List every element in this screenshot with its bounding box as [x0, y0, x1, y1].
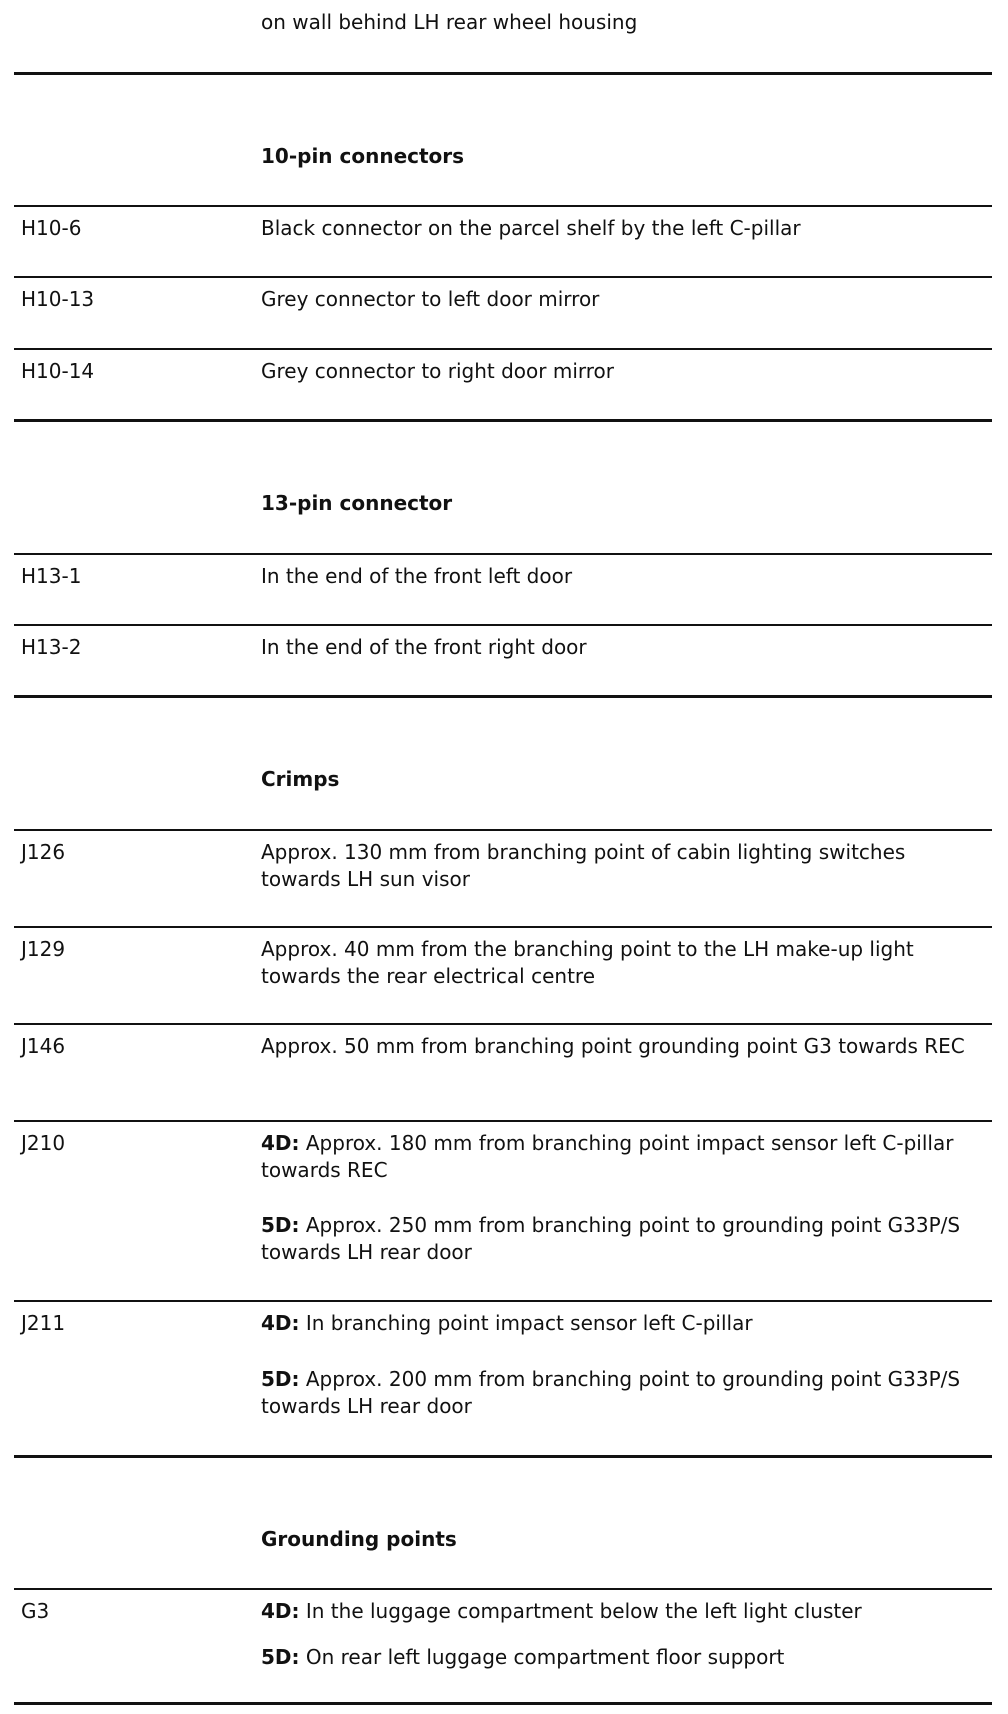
row-divider [14, 276, 992, 278]
section-divider [14, 1455, 992, 1458]
connector-code: H13-2 [21, 635, 82, 659]
row-divider [14, 829, 992, 831]
crimp-code: J210 [21, 1131, 66, 1155]
row-divider [14, 1300, 992, 1302]
variant-text: In branching point impact sensor left C-pillar [299, 1311, 753, 1335]
row-divider [14, 348, 992, 350]
crimp-location-5d [261, 1366, 991, 1420]
crimp-code: J129 [21, 937, 66, 961]
connector-location: Grey connector to left door mirror [261, 287, 600, 311]
variant-text: Approx. 250 mm from branching point to grounding point G33P/S towards LH rear door [261, 1213, 961, 1264]
crimp-location-4d [261, 1130, 991, 1184]
variant-label-4d: 4D: [261, 1599, 300, 1623]
crimp-location-5d [261, 1212, 991, 1266]
row-divider [14, 624, 992, 626]
row-divider [14, 205, 992, 207]
grounding-location-4d [261, 1598, 991, 1625]
connector-code: H13-1 [21, 564, 82, 588]
connector-code: H10-14 [21, 359, 95, 383]
variant-label-4d: 4D: [261, 1131, 300, 1155]
section-heading-crimps: Crimps [261, 767, 340, 791]
connector-location: Grey connector to right door mirror [261, 359, 615, 383]
section-heading-grounding-points: Grounding points [261, 1527, 457, 1551]
crimp-code: J126 [21, 840, 66, 864]
grounding-point-code: G3 [21, 1599, 50, 1623]
variant-text: Approx. 200 mm from branching point to grounding point G33P/S towards LH rear door [261, 1367, 961, 1418]
section-divider [14, 72, 992, 75]
crimp-code: J211 [21, 1311, 66, 1335]
crimp-location: Approx. 50 mm from branching point grounding point G3 towards REC [261, 1034, 965, 1058]
section-heading-13-pin: 13-pin connector [261, 491, 453, 515]
variant-label-5d: 5D: [261, 1645, 300, 1669]
crimp-location: Approx. 130 mm from branching point of cabin lighting switches towards LH sun visor [261, 840, 906, 891]
continued-description: on wall behind LH rear wheel housing [261, 10, 638, 34]
connector-location: In the end of the front left door [261, 564, 573, 588]
row-divider [14, 1023, 992, 1025]
row-divider [14, 553, 992, 555]
variant-text: In the luggage compartment below the left light cluster [299, 1599, 862, 1623]
variant-label-4d: 4D: [261, 1311, 300, 1335]
section-divider [14, 419, 992, 422]
connector-location: In the end of the front right door [261, 635, 587, 659]
connector-code: H10-13 [21, 287, 95, 311]
variant-text: Approx. 180 mm from branching point impact sensor left C-pillar towards REC [261, 1131, 954, 1182]
row-divider [14, 1588, 992, 1590]
section-divider [14, 1702, 992, 1705]
section-heading-10-pin: 10-pin connectors [261, 144, 465, 168]
grounding-location-5d [261, 1644, 991, 1671]
variant-text: On rear left luggage compartment floor support [299, 1645, 785, 1669]
section-divider [14, 695, 992, 698]
connector-location: Black connector on the parcel shelf by the left C-pillar [261, 216, 801, 240]
connector-code: H10-6 [21, 216, 82, 240]
row-divider [14, 926, 992, 928]
variant-label-5d: 5D: [261, 1367, 300, 1391]
crimp-location-4d [261, 1310, 991, 1337]
crimp-code: J146 [21, 1034, 66, 1058]
variant-label-5d: 5D: [261, 1213, 300, 1237]
row-divider [14, 1120, 992, 1122]
crimp-location: Approx. 40 mm from the branching point to the LH make-up light towards the rear electrical centre [261, 937, 914, 988]
